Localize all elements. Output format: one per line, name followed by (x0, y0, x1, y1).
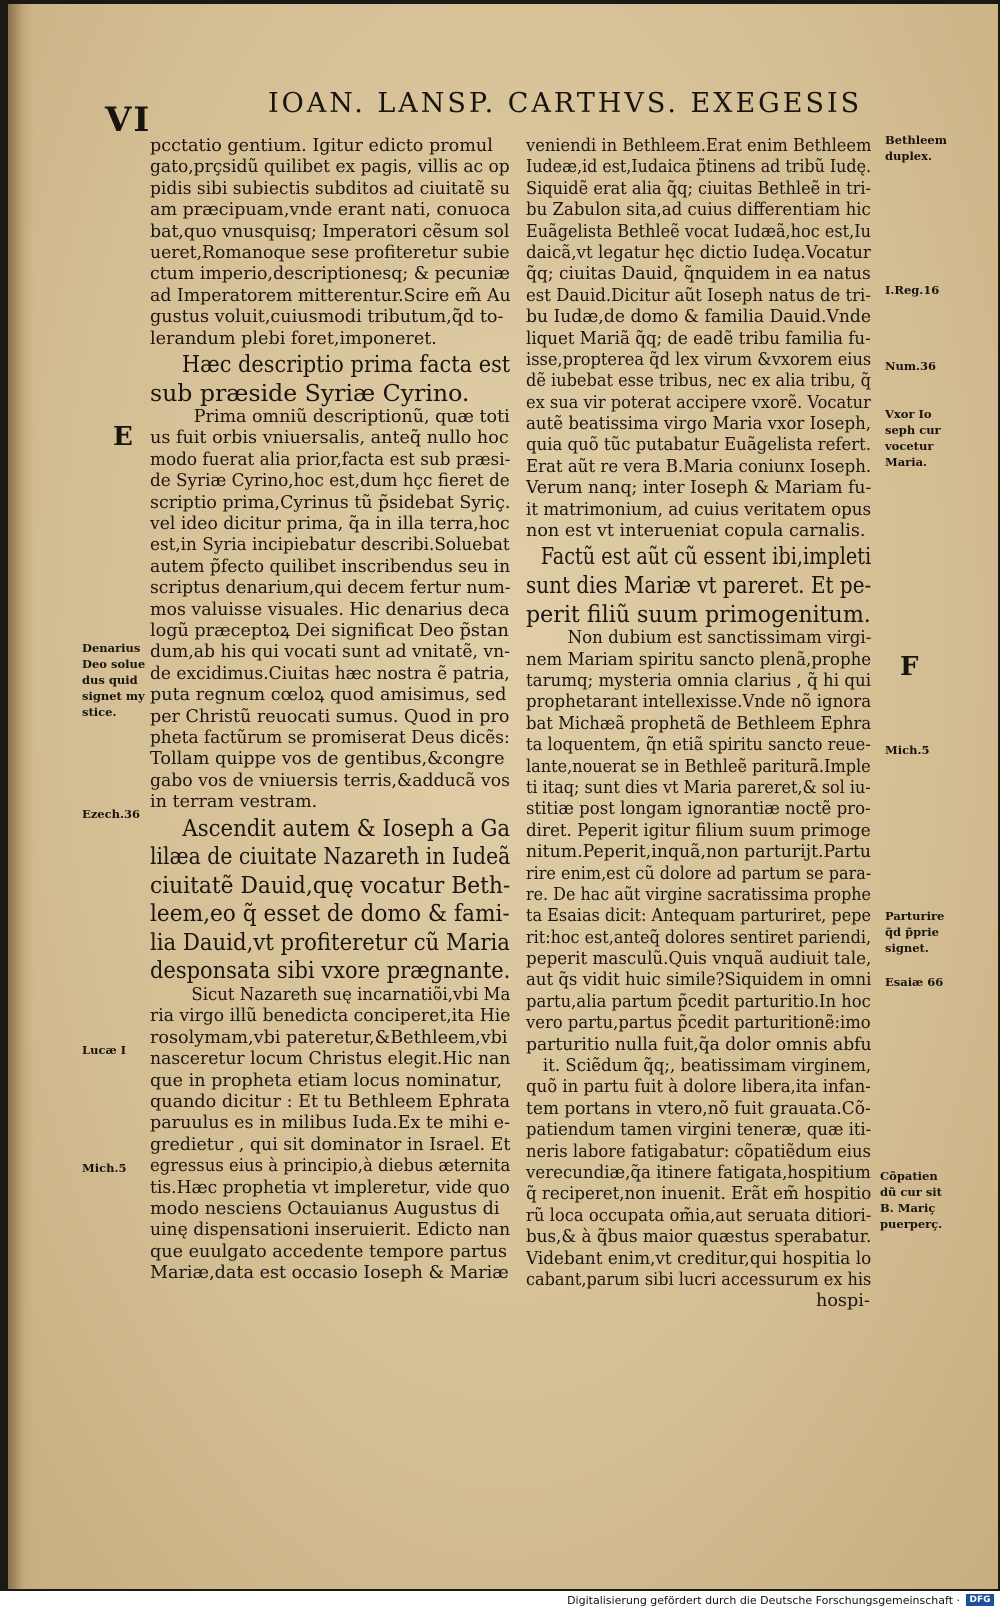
text-line: ex sua vir poterat accipere vxorẽ. Vocatur (526, 392, 871, 413)
text-line: Prima omniũ descriptionũ, quæ toti (193, 407, 510, 428)
section-letter-f: F (900, 652, 919, 682)
right-text-column (526, 136, 871, 1313)
text-line: tem portans in vtero,nõ fuit grauata.Cõ- (526, 1098, 871, 1119)
text-line: prophetarant intellexisse.Vnde nõ ignora (526, 692, 872, 713)
text-line: us fuit orbis vniuersalis, anteq̃ nullo hoc (150, 428, 509, 449)
text-line: partu,alia partum p̃cedit parturitio.In hoc (526, 991, 871, 1012)
text-line: autem p̃fecto quilibet inscribendus seu in (150, 556, 511, 577)
margin-note-parturire: Parturire q̃d p̃prie signet. (885, 909, 945, 955)
text-line: uinę dispensationi inseruierit. Edicto nan (150, 1220, 511, 1241)
text-line: gredietur , qui sit dominator in Israel. Et (150, 1134, 511, 1155)
text-line: patiendum tamen virgini teneræ, quæ iti- (526, 1120, 872, 1141)
text-line: gabo vos de vniuersis terris,&adducã vos (150, 770, 510, 791)
text-line: nem Mariam spiritu sancto plenã,prophe (526, 649, 872, 670)
text-line: in terram vestram. (150, 792, 318, 813)
text-line: Siquidẽ erat alia q̃q; ciuitas Bethleẽ in tri- (526, 178, 872, 199)
text-line: liquet Mariã q̃q; de eadẽ tribu familia fu- (526, 328, 871, 349)
text-line: que in propheta etiam locus nominatur, (150, 1070, 502, 1091)
text-line: rit:hoc est,anteq̃ dolores sentiret pariendi, (526, 927, 872, 948)
section-letter-e: E (113, 422, 133, 452)
margin-note-bethleem: Bethleem duplex. (885, 133, 947, 163)
text-line: perit filiũ suum primogenitum. (526, 599, 871, 628)
margin-note-vxor: Vxor Io seph cur vocetur Maria. (885, 407, 941, 469)
text-line: aut q̃s vidit huic simile?Siquidem in omni (526, 970, 872, 991)
text-line: Verum nanq; inter Ioseph & Mariam fu- (526, 478, 872, 499)
text-line: Non dubium est sanctissimam virgi- (567, 628, 872, 649)
margin-note-reg: I.Reg.16 (885, 283, 940, 297)
text-line: dẽ iubebat esse tribus, nec ex alia tribu, q̃ (526, 371, 871, 392)
text-line: ria virgo illũ benedicta conciperet,ita Hie (150, 1006, 511, 1027)
text-line: veniendi in Bethleem.Erat enim Bethleem (526, 136, 872, 156)
margin-note-denarius: Denarius Deo solue dus quid signet my stice. (82, 641, 146, 719)
text-line: stitiæ post longam ignorantiæ noctẽ pro- (526, 799, 871, 820)
text-line: lerandum plebi foret,imponeret. (150, 328, 437, 349)
text-line: modo fuerat alia prior,facta est sub præsi- (150, 449, 511, 470)
text-line: neris labore fatigabatur: cõpatiẽdum eius (526, 1141, 871, 1162)
text-line: autẽ beatissima virgo Maria vxor Ioseph, (526, 414, 872, 435)
text-line: sub præside Syriæ Cyrino. (150, 378, 470, 407)
margin-note-num: Num.36 (885, 359, 937, 373)
text-line: ta Esaias dicit: Antequam parturiret, pepe (526, 906, 872, 927)
text-line: est,in Syria incipiebatur describi.Soluebat (150, 535, 510, 556)
text-line: paruulus es in milibus Iuda.Ex te mihi e- (150, 1113, 510, 1134)
text-line: leem,eo q̃ esset de domo & fami- (150, 899, 510, 928)
margin-note-mich-left: Mich.5 (82, 1161, 127, 1175)
text-line: pidis sibi subiectis subditos ad ciuitatẽ su (150, 178, 511, 199)
text-line: est Dauid.Dicitur aũt Ioseph natus de tri- (526, 285, 871, 306)
text-line: diret. Peperit igitur filium suum primoge (526, 820, 871, 841)
margin-note-mich-right: Mich.5 (885, 743, 930, 757)
text-line: modo nesciens Octauianus Augustus di (150, 1198, 500, 1219)
text-line: rire enim,est cũ dolore ad partum se para- (526, 863, 872, 884)
text-line: re. De hac aũt virgine sacratissima prophe (526, 884, 871, 905)
text-line: vel ideo dicitur prima, q̃a in illa terra,hoc (150, 514, 510, 535)
text-line: Hæc descriptio prima facta est (181, 349, 511, 378)
text-line: Erat aũt re vera B.Maria coniunx Ioseph. (526, 456, 872, 477)
text-line: tis.Hæc prophetia vt impleretur, vide quo (150, 1177, 510, 1198)
text-line: vero partu,partus p̃cedit parturitionẽ:imo (526, 1013, 871, 1034)
text-line: ctum imperio,descriptionesq; & pecuniæ (150, 264, 510, 285)
dfg-logo: DFG (966, 1594, 994, 1606)
text-line: verecundiæ,q̃a itinere fatigata,hospitium (526, 1162, 871, 1183)
page-gutter (8, 4, 34, 1589)
text-line: bat,quo vnusquisq; Imperatori cẽsum sol (150, 221, 510, 242)
text-line: cabant,parum sibi lucri accessurum ex his (526, 1269, 872, 1290)
page-number: VI (105, 100, 152, 140)
text-line: Iudeæ,id est,Iudaica p̃tinens ad tribũ Iudę. (526, 157, 872, 178)
text-line: puta regnum cœloꝝ quod amisimus, sed (150, 685, 507, 706)
text-line: q̃ reciperet,non inuenit. Erãt em̃ hospitio (526, 1184, 872, 1205)
text-line: it. Sciẽdum q̃q;, beatissimam virginem, (542, 1056, 872, 1077)
text-line: Sicut Nazareth suę incarnatiõi,vbi Ma (191, 985, 511, 1006)
text-line: tarumq; mysteria omnia clarius , q̃ hi qui (526, 670, 872, 691)
left-text-column (150, 136, 510, 1285)
text-line: am præcipuam,vnde erant nati, conuoca (150, 200, 511, 221)
text-line: lante,nouerat se in Bethleẽ pariturã.Imple (526, 756, 871, 777)
text-line: rũ loca occupata om̃ia,aut seruata ditiori- (526, 1205, 872, 1226)
text-line: logũ præceptoꝝ Dei significat Deo p̃stan (150, 621, 509, 641)
text-line: rosolymam,vbi pateretur,&Bethleem,vbi (150, 1027, 508, 1048)
text-line: ta loquentem, q̃n etiã spiritu sancto reue- (526, 735, 871, 756)
margin-note-ezech: Ezech.36 (82, 807, 140, 821)
text-line: hospi- (816, 1291, 870, 1312)
text-line: Euãgelista Bethleẽ vocat Iudæã,hoc est,Iu (526, 221, 871, 242)
text-line: lilæa de ciuitate Nazareth in Iudeã (150, 842, 511, 871)
digitization-credit: Digitalisierung gefördert durch die Deutsche Forschungsgemeinschaft · (567, 1594, 960, 1607)
text-line: daicã,vt legatur hęc dictio Iudęa.Vocatur (526, 242, 871, 263)
text-line: de Syriæ Cyrino,hoc est,dum hçc fieret de (150, 471, 510, 492)
text-line: peperit masculũ.Quis vnquã audiuit tale, (526, 949, 872, 970)
text-line: nitum.Peperit,inquã,non parturijt.Partu (526, 842, 872, 863)
text-line: bus,& à q̃bus maior quæstus sperabatur. (526, 1227, 872, 1248)
text-line: Tollam quippe vos de gentibus,&congre (150, 749, 505, 770)
text-line: desponsata sibi vxore prægnante. (150, 956, 511, 985)
text-line: quõ in partu fuit à dolore libera,ita infan- (526, 1077, 871, 1098)
text-line: dum,ab his qui vocati sunt ad vnitatẽ, vn- (150, 642, 510, 663)
text-line: scriptus denarium,qui decem fertur num- (150, 578, 511, 599)
text-line: scriptio prima,Cyrinus tũ p̃sidebat Syriç. (150, 492, 511, 513)
text-line: sunt dies Mariæ vt pareret. Et pe- (526, 571, 872, 600)
text-line: bu Zabulon sita,ad cuius differentiam hic (526, 200, 871, 221)
running-title: IOAN. LANSP. CARTHVS. EXEGESIS (268, 88, 863, 119)
text-line: Factũ est aũt cũ essent ibi,impleti (540, 542, 872, 571)
text-line: Ascendit autem & Ioseph a Ga (182, 813, 511, 842)
margin-note-copatien: Cõpatien dũ cur sit B. Mariç puerperç. (880, 1169, 943, 1231)
text-line: pcctatio gentium. Igitur edicto promul (150, 136, 493, 156)
text-line: quando dicitur : Et tu Bethleem Ephrata (150, 1092, 511, 1113)
text-line: que euulgato accedente tempore partus (150, 1241, 508, 1262)
text-line: bu Iudæ,de domo & familia Dauid.Vnde (526, 307, 872, 328)
text-line: gato,prçsidũ quilibet ex pagis, villis ac op (150, 157, 510, 178)
text-line: ueret,Romanoque sese profiteretur subie (150, 242, 510, 263)
text-line: per Christũ reuocati sumus. Quod in pro (150, 706, 510, 727)
text-line: ciuitatẽ Dauid,quę vocatur Beth- (150, 870, 511, 899)
text-line: egressus eius à principio,à diebus æternita (150, 1156, 511, 1177)
text-line: parturitio nulla fuit,q̃a dolor omnis abfu (526, 1034, 872, 1055)
text-line: ad Imperatorem mitterentur.Scire em̃ Au (150, 285, 511, 306)
margin-note-esaiae: Esaiæ 66 (885, 975, 944, 989)
text-line: Videbant enim,vt creditur,qui hospitia lo (526, 1248, 872, 1269)
text-line: Mariæ,data est occasio Ioseph & Mariæ (150, 1263, 509, 1284)
text-line: it matrimonium, ad cuius veritatem opus (526, 499, 872, 520)
text-line: non est vt interueniat copula carnalis. (526, 521, 866, 542)
margin-note-lucae: Lucæ I (82, 1043, 127, 1057)
text-line: pheta factũrum se promiserat Deus dicẽs: (150, 727, 510, 748)
text-line: ti itaq; sunt dies vt Maria pareret,& sol iu- (526, 777, 871, 798)
text-line: q̃q; ciuitas Dauid, q̃nquidem in ea natus (526, 264, 871, 285)
text-line: gustus voluit,cuiusmodi tributum,q̃d to- (150, 307, 504, 328)
text-line: lia Dauid,vt profiteretur cũ Maria (150, 927, 510, 956)
text-line: bat Michæã prophetã de Bethleem Ephra (526, 713, 872, 734)
text-line: quia quõ tũc putabatur Euãgelista refert. (526, 435, 872, 456)
text-line: mos valuisse visuales. Hic denarius deca (150, 599, 510, 620)
text-line: nasceretur locum Christus elegit.Hic nan (150, 1049, 511, 1070)
text-line: de excidimus.Ciuitas hæc nostra ẽ patria, (150, 663, 510, 684)
text-line: isse,propterea q̃d lex virum &vxorem eius (526, 349, 872, 370)
